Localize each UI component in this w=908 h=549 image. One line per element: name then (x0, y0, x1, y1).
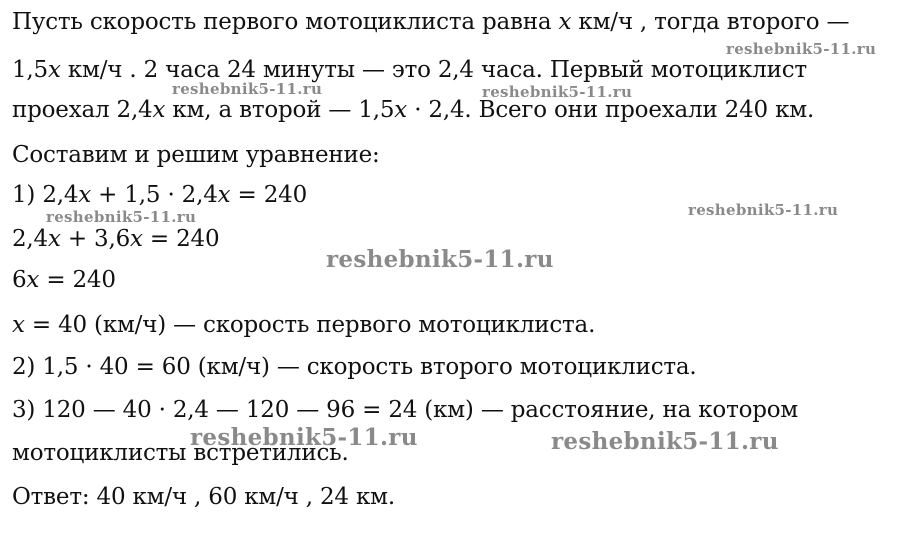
equation-1: 1) 2,4𝑥 + 1,5 · 2,4𝑥 = 240 (12, 182, 308, 208)
text-line-2: 1,5𝑥 км/ч . 2 часа 24 минуты — это 2,4 часа. Первый мотоциклист (12, 57, 807, 83)
text-line-4: Составим и решим уравнение: (12, 142, 380, 168)
answer-line: Ответ: 40 км/ч , 60 км/ч , 24 км. (12, 484, 395, 510)
watermark: reshebnik5-11.ru (326, 246, 554, 273)
watermark: reshebnik5-11.ru (190, 424, 418, 451)
text-line-3: проехал 2,4𝑥 км, а второй — 1,5𝑥 · 2,4. Всего они проехали 240 км. (12, 97, 815, 123)
watermark: reshebnik5-11.ru (172, 80, 323, 98)
equation-4: 𝑥 = 40 (км/ч) — скорость первого мотоциклиста. (12, 312, 596, 338)
step-3-cont: мотоциклисты встретились. (12, 440, 349, 466)
watermark: reshebnik5-11.ru (688, 201, 839, 219)
watermark: reshebnik5-11.ru (726, 40, 877, 58)
step-3: 3) 120 — 40 · 2,4 — 120 — 96 = 24 (км) — расстояние, на котором (12, 397, 799, 423)
step-2: 2) 1,5 · 40 = 60 (км/ч) — скорость второго мотоциклиста. (12, 354, 697, 380)
equation-3: 6𝑥 = 240 (12, 267, 116, 293)
text-line-1: Пусть скорость первого мотоциклиста равна 𝑥 км/ч , тогда второго — (12, 9, 850, 35)
equation-2: 2,4𝑥 + 3,6𝑥 = 240 (12, 226, 220, 252)
watermark: reshebnik5-11.ru (46, 208, 197, 226)
watermark: reshebnik5-11.ru (482, 83, 633, 101)
watermark: reshebnik5-11.ru (551, 428, 779, 455)
